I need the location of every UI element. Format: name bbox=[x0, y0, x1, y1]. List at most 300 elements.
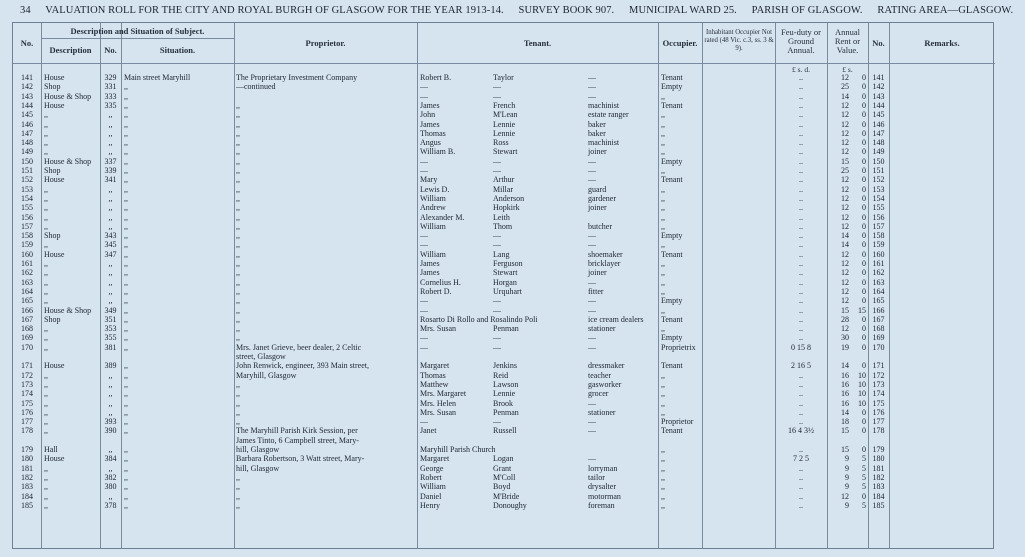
row-description: ,, bbox=[44, 379, 48, 389]
row-number: 150 bbox=[21, 156, 33, 166]
row-occupier: Empty bbox=[661, 156, 683, 166]
row-description: House bbox=[44, 73, 65, 82]
row-situation: ,, bbox=[124, 203, 128, 213]
row-occupier: ,, bbox=[661, 500, 665, 510]
row-rent-shillings: 0 bbox=[862, 314, 866, 324]
row-rent-shillings: 0 bbox=[862, 417, 866, 427]
row-tenant-trade: drysalter bbox=[588, 482, 616, 492]
column-rule bbox=[827, 23, 828, 548]
row-tenant-trade: lorryman bbox=[588, 463, 618, 473]
row-tenant-trade: — bbox=[588, 240, 596, 250]
row-tenant-first: Alexander M. bbox=[420, 212, 465, 222]
row-number: 166 bbox=[21, 305, 33, 315]
row-tenant-first: — bbox=[420, 91, 428, 101]
row-description: Hall bbox=[44, 445, 58, 454]
row-number: 180 bbox=[21, 454, 33, 464]
row-number: 158 bbox=[21, 231, 33, 241]
row-proprietor: ,, bbox=[236, 398, 240, 408]
row-situation: ,, bbox=[124, 231, 128, 241]
row-rent-shillings: 0 bbox=[862, 73, 866, 82]
row-feu-duty: .. bbox=[799, 333, 803, 343]
row-tenant-trade: grocer bbox=[588, 389, 609, 399]
row-tenant-trade: shoemaker bbox=[588, 249, 623, 259]
row-feu-duty: .. bbox=[799, 91, 803, 101]
row-proprietor: The Maryhill Parish Kirk Session, per bbox=[236, 426, 358, 436]
row-rent-pounds: 12 bbox=[841, 491, 849, 501]
row-occupier: ,, bbox=[661, 398, 665, 408]
row-proprietor: ,, bbox=[236, 286, 240, 296]
row-rent-shillings: 0 bbox=[862, 296, 866, 306]
row-feu-duty: .. bbox=[799, 147, 803, 157]
row-proprietor: hill, Glasgow bbox=[236, 445, 280, 454]
row-proprietor: ,, bbox=[236, 110, 240, 120]
parish: PARISH OF GLASGOW. bbox=[751, 5, 863, 16]
row-rent-pounds: 12 bbox=[841, 175, 849, 185]
row-description: ,, bbox=[44, 389, 48, 399]
row-house-number: ,, bbox=[108, 212, 113, 222]
row-rent-pounds: 30 bbox=[841, 333, 849, 343]
col-feu-units: £ s. d. bbox=[792, 65, 810, 74]
row-house-number: ,, bbox=[108, 398, 113, 408]
row-proprietor: ,, bbox=[236, 305, 240, 315]
row-tenant-first: — bbox=[420, 305, 428, 315]
row-tenant-first: Matthew bbox=[420, 379, 449, 389]
row-tenant-trade: — bbox=[588, 398, 596, 408]
row-tenant-trade: joiner bbox=[588, 203, 607, 213]
row-rent-pounds: 12 bbox=[841, 184, 849, 194]
row-rent-pounds: 12 bbox=[841, 100, 849, 110]
row-tenant-last: Ferguson bbox=[493, 259, 523, 268]
row-tenant-last: Urquhart bbox=[493, 286, 522, 296]
row-situation: ,, bbox=[124, 342, 128, 352]
row-situation: ,, bbox=[124, 482, 128, 492]
roll-title: VALUATION ROLL FOR THE CITY AND ROYAL BURGH OF GLASGOW FOR THE YEAR 1913-14. bbox=[45, 5, 504, 16]
row-number: 182 bbox=[21, 472, 33, 482]
row-house-number: ,, bbox=[108, 286, 113, 296]
row-occupier: ,, bbox=[661, 379, 665, 389]
column-rule bbox=[234, 23, 235, 548]
row-description: Shop bbox=[44, 314, 61, 324]
row-tenant-trade: dressmaker bbox=[588, 361, 625, 371]
row-rent-shillings: 0 bbox=[862, 240, 866, 250]
row-occupier: Empty bbox=[661, 231, 683, 241]
row-number-right: 154 bbox=[872, 193, 885, 203]
row-number-right: 145 bbox=[872, 110, 885, 120]
row-house-number: ,, bbox=[108, 138, 113, 148]
row-description: ,, bbox=[44, 259, 48, 268]
row-description: ,, bbox=[44, 370, 48, 380]
row-tenant-first: James bbox=[420, 259, 440, 268]
row-rent-shillings bbox=[851, 437, 866, 445]
row-rent-pounds: 15 bbox=[841, 156, 849, 166]
row-tenant-first: — bbox=[420, 333, 428, 343]
row-proprietor: ,, bbox=[236, 259, 240, 268]
row-proprietor: —continued bbox=[236, 82, 276, 92]
column-rule bbox=[702, 23, 703, 548]
row-feu-duty: .. bbox=[799, 407, 803, 417]
row-tenant-last: Millar bbox=[493, 184, 513, 194]
row-tenant-first: — bbox=[420, 240, 428, 250]
row-number-right: 160 bbox=[872, 249, 885, 259]
row-tenant-last: M'Lean bbox=[493, 110, 518, 120]
row-feu-duty: .. bbox=[799, 296, 803, 306]
row-proprietor: ,, bbox=[236, 472, 240, 482]
row-situation: ,, bbox=[124, 184, 128, 194]
row-tenant-first: Thomas bbox=[420, 370, 446, 380]
row-tenant-first: Daniel bbox=[420, 491, 442, 501]
row-situation: ,, bbox=[124, 370, 128, 380]
row-house-number: 378 bbox=[104, 500, 117, 510]
row-number-right: 172 bbox=[872, 370, 885, 380]
row-tenant-first: — bbox=[420, 166, 428, 175]
row-tenant-last: Brook bbox=[493, 398, 513, 408]
row-number: 178 bbox=[21, 426, 33, 436]
row-rent-shillings: 0 bbox=[862, 268, 866, 278]
row-feu-duty: .. bbox=[799, 277, 803, 287]
row-description: ,, bbox=[44, 417, 48, 427]
row-rent-pounds: 12 bbox=[841, 324, 849, 334]
row-rent-pounds: 9 bbox=[845, 500, 849, 510]
row-feu-duty: .. bbox=[799, 73, 803, 82]
row-feu-duty bbox=[777, 437, 825, 445]
row-number-right bbox=[869, 353, 888, 361]
row-rent-pounds: 25 bbox=[841, 82, 849, 92]
row-tenant-trade: — bbox=[588, 305, 596, 315]
row-house-number: 349 bbox=[104, 305, 117, 315]
row-house-number: 337 bbox=[104, 156, 117, 166]
row-tenant-last: Leith bbox=[493, 212, 510, 222]
row-tenant-trade: — bbox=[588, 166, 596, 175]
row-house-number: ,, bbox=[108, 407, 113, 417]
row-proprietor: ,, bbox=[236, 147, 240, 157]
row-rent-shillings: 0 bbox=[862, 82, 866, 92]
row-house-number: ,, bbox=[108, 445, 113, 454]
row-house-number: 355 bbox=[104, 333, 117, 343]
row-description: ,, bbox=[44, 119, 48, 129]
row-tenant-last bbox=[493, 437, 585, 445]
row-house-number: 384 bbox=[104, 454, 117, 464]
row-proprietor: ,, bbox=[236, 296, 240, 306]
row-tenant-first: Mrs. Helen bbox=[420, 398, 456, 408]
row-rent-pounds: 25 bbox=[841, 166, 849, 175]
row-number-right: 165 bbox=[872, 296, 885, 306]
row-rent-pounds bbox=[829, 437, 849, 445]
row-occupier bbox=[661, 437, 702, 445]
row-occupier: ,, bbox=[661, 491, 665, 501]
row-proprietor: ,, bbox=[236, 184, 240, 194]
row-tenant-first: George bbox=[420, 463, 444, 473]
row-situation: ,, bbox=[124, 91, 128, 101]
row-feu-duty: .. bbox=[799, 212, 803, 222]
row-number: 174 bbox=[21, 389, 33, 399]
row-proprietor: ,, bbox=[236, 138, 240, 148]
row-tenant-first: William bbox=[420, 221, 446, 231]
row-occupier: ,, bbox=[661, 389, 665, 399]
row-rent-pounds: 16 bbox=[841, 398, 849, 408]
roll-table bbox=[12, 22, 994, 549]
row-occupier: ,, bbox=[661, 472, 665, 482]
row-occupier: Tenant bbox=[661, 175, 683, 185]
row-proprietor: ,, bbox=[236, 119, 240, 129]
row-tenant-last: — bbox=[493, 342, 501, 352]
row-tenant-trade: stationer bbox=[588, 324, 616, 334]
row-rent-pounds: 12 bbox=[841, 286, 849, 296]
row-situation: ,, bbox=[124, 296, 128, 306]
row-occupier: ,, bbox=[661, 305, 665, 315]
row-number: 156 bbox=[21, 212, 33, 222]
row-rent-shillings: 0 bbox=[862, 361, 866, 371]
row-proprietor: ,, bbox=[236, 193, 240, 203]
row-occupier: ,, bbox=[661, 454, 665, 464]
row-tenant-trade: foreman bbox=[588, 500, 615, 510]
row-proprietor: ,, bbox=[236, 240, 240, 250]
row-number: 153 bbox=[21, 184, 33, 194]
row-number-right: 174 bbox=[872, 389, 885, 399]
row-house-number: ,, bbox=[108, 119, 113, 129]
page-number: 34 bbox=[20, 5, 31, 16]
row-situation: ,, bbox=[124, 454, 128, 464]
row-number-right: 178 bbox=[872, 426, 885, 436]
row-house-number: 353 bbox=[104, 324, 117, 334]
row-description: Shop bbox=[44, 82, 61, 92]
row-number: 176 bbox=[21, 407, 33, 417]
row-rent-shillings: 0 bbox=[862, 119, 866, 129]
row-proprietor: ,, bbox=[236, 333, 240, 343]
row-rent-shillings: 5 bbox=[862, 482, 866, 492]
row-tenant-first: James bbox=[420, 100, 440, 110]
row-situation: Main street Maryhill bbox=[124, 73, 191, 82]
row-situation: ,, bbox=[124, 100, 128, 110]
row-occupier: ,, bbox=[661, 259, 665, 268]
row-proprietor: The Proprietary Investment Company bbox=[236, 73, 358, 82]
row-occupier: Tenant bbox=[661, 314, 683, 324]
row-rent-shillings: 0 bbox=[862, 110, 866, 120]
row-situation: ,, bbox=[124, 324, 128, 334]
row-number-right bbox=[869, 437, 888, 445]
row-rent-shillings: 15 bbox=[858, 305, 866, 315]
row-house-number: 343 bbox=[104, 231, 117, 241]
row-rent-pounds: 15 bbox=[841, 305, 849, 315]
row-proprietor: hill, Glasgow bbox=[236, 463, 280, 473]
row-proprietor: ,, bbox=[236, 166, 240, 175]
row-house-number: 335 bbox=[104, 100, 117, 110]
row-situation: ,, bbox=[124, 472, 128, 482]
row-rent-pounds: 19 bbox=[841, 342, 849, 352]
row-tenant-trade: — bbox=[588, 277, 596, 287]
row-house-number: 380 bbox=[104, 482, 117, 492]
row-rent-pounds: 9 bbox=[845, 472, 849, 482]
row-number-right: 148 bbox=[872, 138, 885, 148]
row-number bbox=[15, 437, 39, 445]
row-rent-shillings: 0 bbox=[862, 333, 866, 343]
row-feu-duty: .. bbox=[799, 286, 803, 296]
col-inhabitant: Inhabitant Occupier Not rated (48 Vic. c.3, ss. 3 & 9). bbox=[704, 29, 774, 52]
row-house-number: 389 bbox=[104, 361, 117, 371]
row-tenant-last: — bbox=[493, 82, 501, 92]
col-rent-units: £ s. bbox=[842, 65, 853, 74]
row-feu-duty: .. bbox=[799, 128, 803, 138]
row-rent-pounds: 12 bbox=[841, 128, 849, 138]
row-situation: ,, bbox=[124, 426, 128, 436]
row-rent-pounds: 12 bbox=[841, 277, 849, 287]
row-description: ,, bbox=[44, 426, 48, 436]
row-house-number: 345 bbox=[104, 240, 117, 250]
row-situation: ,, bbox=[124, 407, 128, 417]
row-feu-duty: .. bbox=[799, 175, 803, 185]
col-rent: Annual Rent or Value. bbox=[834, 27, 861, 55]
row-occupier: ,, bbox=[661, 193, 665, 203]
row-tenant-trade: tailor bbox=[588, 472, 605, 482]
row-tenant-first: James bbox=[420, 119, 440, 129]
row-rent-shillings: 0 bbox=[862, 212, 866, 222]
col-number: No. bbox=[104, 45, 117, 55]
row-rent-shillings: 10 bbox=[858, 398, 866, 408]
row-situation: ,, bbox=[124, 212, 128, 222]
row-number: 151 bbox=[21, 166, 33, 175]
col-occupier: Occupier. bbox=[662, 38, 698, 48]
row-occupier: ,, bbox=[661, 240, 665, 250]
row-situation bbox=[124, 437, 232, 445]
row-number-right: 144 bbox=[872, 100, 885, 110]
row-rent-pounds: 12 bbox=[841, 268, 849, 278]
row-situation: ,, bbox=[124, 305, 128, 315]
row-description: House & Shop bbox=[44, 305, 92, 315]
row-rent-pounds: 12 bbox=[841, 119, 849, 129]
row-number-right: 164 bbox=[872, 286, 885, 296]
row-number-right: 143 bbox=[872, 91, 885, 101]
row-number-right: 151 bbox=[872, 166, 885, 175]
row-feu-duty: .. bbox=[799, 166, 803, 175]
row-number-right: 182 bbox=[872, 472, 885, 482]
col-desc-group: Description and Situation of Subject. bbox=[70, 26, 205, 36]
row-description: ,, bbox=[44, 184, 48, 194]
row-house-number: 347 bbox=[104, 249, 117, 259]
row-situation: ,, bbox=[124, 138, 128, 148]
row-number-right: 168 bbox=[872, 324, 885, 334]
row-house-number: ,, bbox=[108, 268, 113, 278]
row-tenant-first: Mrs. Susan bbox=[420, 407, 457, 417]
row-feu-duty: .. bbox=[799, 193, 803, 203]
row-situation: ,, bbox=[124, 82, 128, 92]
row-proprietor: ,, bbox=[236, 268, 240, 278]
row-tenant-first: Rosarto Di Rollo and Rosalindo Poli bbox=[420, 314, 538, 324]
row-tenant-trade: — bbox=[588, 342, 596, 352]
row-occupier: ,, bbox=[661, 119, 665, 129]
row-house-number: ,, bbox=[108, 147, 113, 157]
row-occupier: Tenant bbox=[661, 249, 683, 259]
row-house-number: ,, bbox=[108, 491, 113, 501]
col-tenant: Tenant. bbox=[523, 38, 552, 48]
row-rent-shillings: 5 bbox=[862, 454, 866, 464]
row-feu-duty: .. bbox=[799, 259, 803, 268]
row-number: 172 bbox=[21, 370, 33, 380]
row-tenant-first: Henry bbox=[420, 500, 440, 510]
row-number-right: 156 bbox=[872, 212, 885, 222]
row-house-number: ,, bbox=[108, 370, 113, 380]
row-feu-duty: .. bbox=[799, 110, 803, 120]
header-rule bbox=[13, 63, 995, 64]
row-number: 181 bbox=[21, 463, 33, 473]
row-proprietor: ,, bbox=[236, 212, 240, 222]
row-rent-shillings: 10 bbox=[858, 370, 866, 380]
row-tenant-trade: — bbox=[588, 73, 596, 82]
row-rent-pounds: 14 bbox=[841, 231, 849, 241]
row-number: 184 bbox=[21, 491, 33, 501]
survey-book: SURVEY BOOK 907. bbox=[518, 5, 615, 16]
row-description: House & Shop bbox=[44, 91, 92, 101]
row-feu-duty: .. bbox=[799, 82, 803, 92]
row-rent-shillings: 5 bbox=[862, 472, 866, 482]
row-rent-pounds: 12 bbox=[841, 212, 849, 222]
row-situation: ,, bbox=[124, 221, 128, 231]
row-number: 162 bbox=[21, 268, 33, 278]
row-situation: ,, bbox=[124, 379, 128, 389]
row-feu-duty: .. bbox=[799, 500, 803, 510]
row-number: 175 bbox=[21, 398, 33, 408]
row-description: ,, bbox=[44, 296, 48, 306]
column-rule bbox=[41, 23, 42, 548]
row-description: House bbox=[44, 249, 65, 259]
row-rent-shillings: 5 bbox=[862, 500, 866, 510]
row-tenant-trade: baker bbox=[588, 119, 606, 129]
row-number: 168 bbox=[21, 324, 33, 334]
row-description: ,, bbox=[44, 147, 48, 157]
row-tenant-trade: baker bbox=[588, 128, 606, 138]
row-tenant-last: — bbox=[493, 166, 501, 175]
row-rent-pounds bbox=[829, 353, 849, 361]
row-tenant-last: Penman bbox=[493, 324, 519, 334]
row-number-right: 147 bbox=[872, 128, 885, 138]
row-tenant-trade: joiner bbox=[588, 147, 607, 157]
row-number-right: 146 bbox=[872, 119, 885, 129]
row-proprietor bbox=[236, 93, 416, 101]
row-tenant-last: — bbox=[493, 296, 501, 306]
row-number: 149 bbox=[21, 147, 33, 157]
row-tenant-last: Lang bbox=[493, 249, 510, 259]
row-tenant-trade: estate ranger bbox=[588, 110, 629, 120]
row-rent-pounds: 12 bbox=[841, 221, 849, 231]
row-rent-shillings: 0 bbox=[862, 138, 866, 148]
row-tenant-first: William B. bbox=[420, 147, 456, 157]
row-number-right: 158 bbox=[872, 231, 885, 241]
row-tenant-last: French bbox=[493, 100, 516, 110]
row-feu-duty: .. bbox=[799, 221, 803, 231]
row-tenant-last: Lennie bbox=[493, 119, 516, 129]
row-rent-shillings: 0 bbox=[862, 491, 866, 501]
row-occupier: ,, bbox=[661, 203, 665, 213]
row-occupier: ,, bbox=[661, 445, 665, 454]
row-number-right: 161 bbox=[872, 259, 885, 268]
row-number-right: 171 bbox=[872, 361, 885, 371]
row-description: ,, bbox=[44, 463, 48, 473]
row-occupier: ,, bbox=[661, 212, 665, 222]
row-situation: ,, bbox=[124, 119, 128, 129]
row-tenant-first: Cornelius H. bbox=[420, 277, 461, 287]
row-feu-duty: .. bbox=[799, 240, 803, 250]
col-feu: Feu-duty or Ground Annual. bbox=[781, 27, 821, 55]
row-situation: ,, bbox=[124, 110, 128, 120]
row-tenant-first: John bbox=[420, 110, 436, 120]
row-situation: ,, bbox=[124, 333, 128, 343]
row-number: 173 bbox=[21, 379, 33, 389]
row-house-number: ,, bbox=[108, 379, 113, 389]
row-number: 183 bbox=[21, 482, 33, 492]
row-situation: ,, bbox=[124, 147, 128, 157]
row-occupier: Proprietor bbox=[661, 417, 694, 427]
row-description: ,, bbox=[44, 324, 48, 334]
row-rent-shillings: 0 bbox=[862, 156, 866, 166]
row-proprietor: ,, bbox=[236, 482, 240, 492]
